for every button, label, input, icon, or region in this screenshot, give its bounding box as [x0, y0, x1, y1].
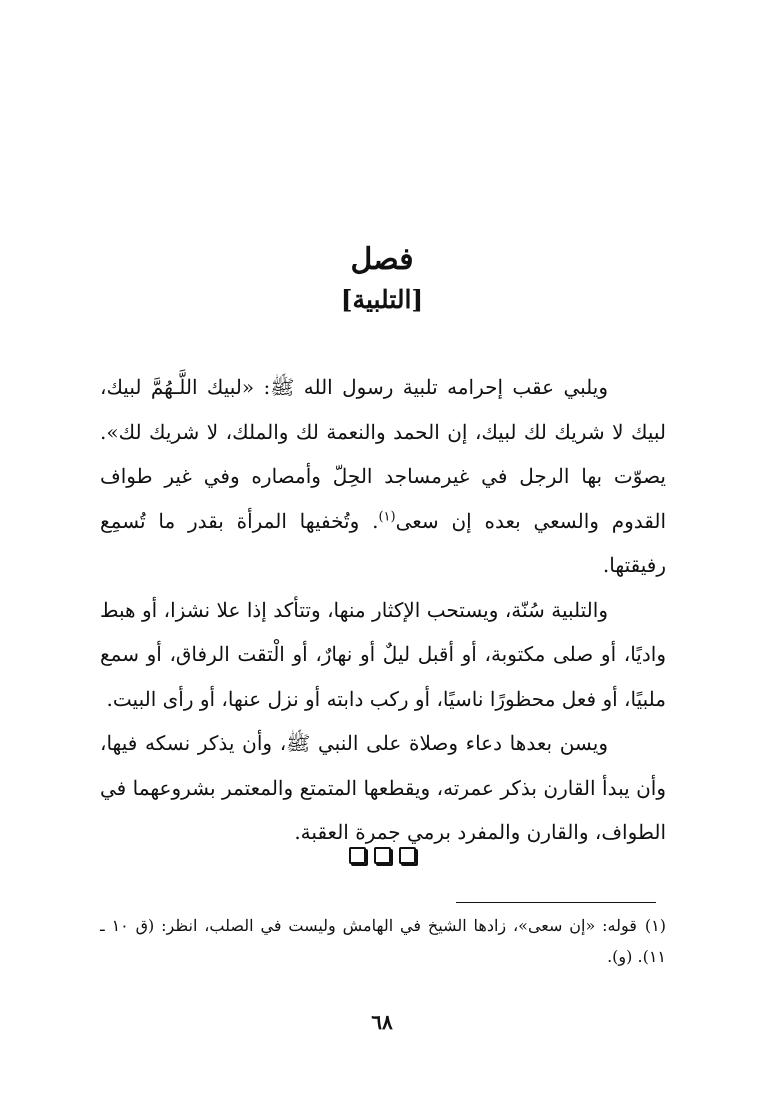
- separator-square-icon: [399, 847, 416, 864]
- footnote-reference: (١): [378, 508, 396, 524]
- body-text: [100, 365, 666, 855]
- paragraph-text: ويلبي عقب إحرامه تلبية رسول الله ﷺ: «لبيك اللَّـهُمَّ لبيك، لبيك لا شريك لك لبيك، إن الحمد والنعمة لك والملك، لا شريك لك». يصوّت بها الرجل في غيرمساجد الحِلّ وأمصاره وفي غير طواف القدوم والسعي بعده إن سعى: [100, 375, 667, 533]
- footnotes: [100, 910, 666, 972]
- paragraph-text: ويسن بعدها دعاء وصلاة على النبي ﷺ، وأن يذكر نسكه فيها، وأن يبدأ القارن بذكر عمرته، ويقطعها المتمتع والمعتمر بشروعهما في الطواف، والقارن والمفرد برمي جمرة العقبة.: [100, 731, 666, 844]
- paragraph-talbiya-occasions: [100, 588, 666, 722]
- footnote-text: قوله: «إن سعى»، زادها الشيخ في الهامش وليست في الصلب، انظر: (ق ١٠ ـ ١١). (و).: [100, 916, 666, 966]
- chapter-subtitle: [التلبية]: [340, 285, 424, 314]
- chapter-title: فصل: [350, 242, 414, 277]
- paragraph-talbiya-text: [100, 365, 666, 588]
- footnote-number: (١): [644, 916, 666, 935]
- page-number: ٦٨: [371, 1010, 393, 1034]
- footnote: [100, 910, 666, 972]
- separator-square-icon: [349, 847, 366, 864]
- paragraph-talbiya-after: [100, 721, 666, 855]
- paragraph-text: والتلبية سُنّة، ويستحب الإكثار منها، وتتأكد إذا علا نشزا، أو هبط واديًا، أو صلى مكتوبة، أو أقبل ليلٌ أو نهارٌ، أو الْتقت الرفاق، أو سمع ملبيًا، أو فعل محظورًا ناسيًا، أو ركب دابته أو نزل عنها، أو رأى البيت.: [100, 597, 666, 711]
- separator-square-icon: [374, 847, 391, 864]
- footnote-divider: [456, 902, 656, 903]
- paragraph-text-continued: . وتُخفيها المرأة بقدر ما تُسمِع رفيقتها.: [100, 508, 666, 577]
- section-separator: [0, 847, 764, 864]
